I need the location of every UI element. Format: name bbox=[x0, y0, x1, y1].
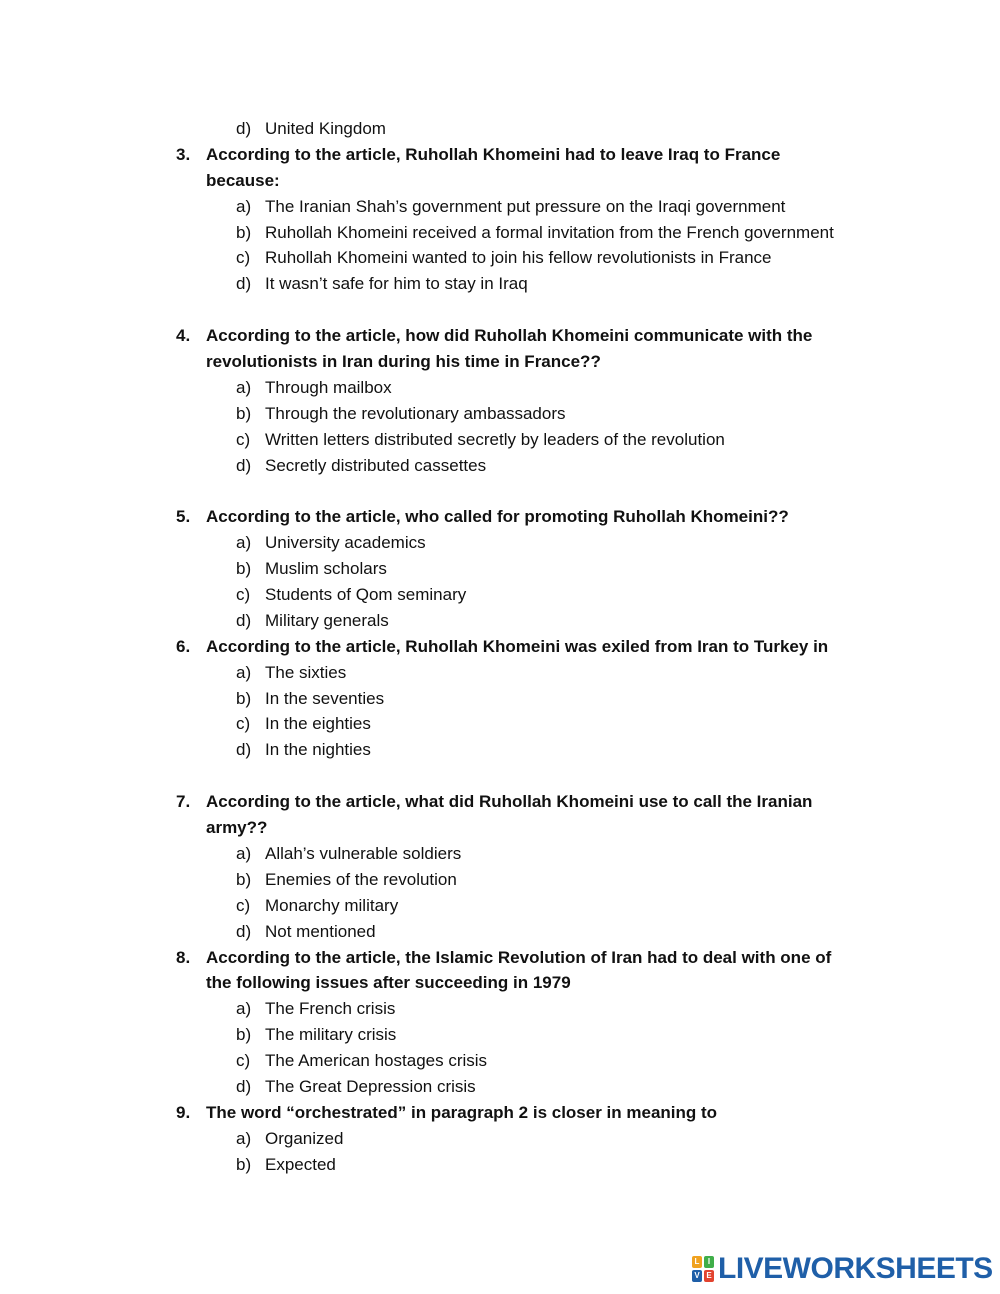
option-text: The military crisis bbox=[265, 1025, 397, 1045]
option-8d[interactable] bbox=[0, 1074, 1000, 1100]
option-3d[interactable] bbox=[0, 271, 1000, 297]
option-letter: c) bbox=[236, 248, 251, 268]
option-letter: b) bbox=[236, 403, 252, 423]
option-text: In the eighties bbox=[265, 714, 371, 734]
logo-tile: L bbox=[692, 1256, 702, 1268]
option-letter: d) bbox=[236, 1076, 252, 1096]
question-text: According to the article, Ruhollah Khomeini had to leave Iraq to France bbox=[206, 144, 781, 164]
option-text: Written letters distributed secretly by leaders of the revolution bbox=[265, 429, 725, 449]
logo-tile: I bbox=[704, 1256, 714, 1268]
question-8 bbox=[0, 945, 1000, 971]
option-text: Muslim scholars bbox=[265, 559, 387, 579]
brand-name: LIVEWORKSHEETS bbox=[718, 1252, 993, 1285]
option-text: Not mentioned bbox=[265, 921, 376, 941]
option-text: Monarchy military bbox=[265, 895, 399, 915]
option-6d[interactable] bbox=[0, 737, 1000, 763]
question-text: According to the article, the Islamic Revolution of Iran had to deal with one of bbox=[206, 947, 832, 967]
option-text: Ruhollah Khomeini received a formal invitation from the French government bbox=[265, 222, 834, 242]
question-7 bbox=[0, 789, 1000, 815]
option-text: The Great Depression crisis bbox=[265, 1076, 476, 1096]
question-number: 3. bbox=[176, 144, 191, 164]
option-8b[interactable] bbox=[0, 1022, 1000, 1048]
option-letter: d) bbox=[236, 119, 252, 138]
question-text: According to the article, what did Ruhollah Khomeini use to call the Iranian bbox=[206, 792, 813, 812]
option-text: Through the revolutionary ambassadors bbox=[265, 403, 566, 423]
option-7a[interactable] bbox=[0, 841, 1000, 867]
question-number: 7. bbox=[176, 792, 191, 812]
option-text: United Kingdom bbox=[265, 119, 386, 138]
option-text: The French crisis bbox=[265, 999, 396, 1019]
option-letter: c) bbox=[236, 429, 251, 449]
question-8-continuation: the following issues after succeeding in 1979 bbox=[206, 973, 571, 993]
option-letter: b) bbox=[236, 869, 252, 889]
option-5b[interactable] bbox=[0, 556, 1000, 582]
option-text: Secretly distributed cassettes bbox=[265, 455, 487, 475]
question-3 bbox=[0, 142, 1000, 168]
option-letter: a) bbox=[236, 843, 252, 863]
option-letter: b) bbox=[236, 222, 252, 242]
option-letter: b) bbox=[236, 559, 252, 579]
option-9b[interactable] bbox=[0, 1152, 1000, 1178]
option-text: It wasn’t safe for him to stay in Iraq bbox=[265, 274, 528, 294]
option-4b[interactable] bbox=[0, 401, 1000, 427]
question-3-continuation: because: bbox=[206, 170, 280, 190]
option-3a[interactable] bbox=[0, 194, 1000, 220]
question-text: The word “orchestrated” in paragraph 2 is closer in meaning to bbox=[206, 1102, 718, 1122]
option-text: Ruhollah Khomeini wanted to join his fellow revolutionists in France bbox=[265, 248, 772, 268]
question-4-continuation: revolutionists in Iran during his time in France?? bbox=[206, 352, 601, 372]
option-letter: a) bbox=[236, 1128, 252, 1148]
option-8a[interactable] bbox=[0, 996, 1000, 1022]
option-letter: d) bbox=[236, 610, 252, 630]
option-3b[interactable] bbox=[0, 220, 1000, 246]
question-9 bbox=[0, 1100, 1000, 1126]
option-text: Military generals bbox=[265, 610, 389, 630]
option-3c[interactable] bbox=[0, 245, 1000, 271]
option-5c[interactable] bbox=[0, 582, 1000, 608]
spacer bbox=[0, 478, 1000, 504]
option-7b[interactable] bbox=[0, 867, 1000, 893]
option-text: University academics bbox=[265, 533, 426, 553]
option-letter: a) bbox=[236, 533, 252, 553]
option-4c[interactable] bbox=[0, 427, 1000, 453]
option-text: The sixties bbox=[265, 662, 347, 682]
option-text: Enemies of the revolution bbox=[265, 869, 457, 889]
question-number: 8. bbox=[176, 947, 191, 967]
spacer bbox=[0, 297, 1000, 323]
question-number: 4. bbox=[176, 326, 191, 346]
worksheet bbox=[0, 116, 1000, 1178]
option-7d[interactable] bbox=[0, 919, 1000, 945]
question-4 bbox=[0, 323, 1000, 349]
option-letter: c) bbox=[236, 714, 251, 734]
option-6c[interactable] bbox=[0, 711, 1000, 737]
option-letter: a) bbox=[236, 662, 252, 682]
liveworksheets-logo[interactable] bbox=[692, 1254, 993, 1284]
question-number: 6. bbox=[176, 636, 191, 656]
option-9a[interactable] bbox=[0, 1126, 1000, 1152]
option-text: Allah’s vulnerable soldiers bbox=[265, 843, 462, 863]
option-letter: d) bbox=[236, 274, 252, 294]
question-5 bbox=[0, 504, 1000, 530]
option-text: Organized bbox=[265, 1128, 344, 1148]
logo-tile: E bbox=[704, 1270, 714, 1282]
option-letter: a) bbox=[236, 377, 252, 397]
option-letter: c) bbox=[236, 1051, 251, 1071]
option-5a[interactable] bbox=[0, 530, 1000, 556]
question-7-continuation: army?? bbox=[206, 818, 268, 838]
option-6b[interactable] bbox=[0, 686, 1000, 712]
option-letter: d) bbox=[236, 921, 252, 941]
option-letter: a) bbox=[236, 999, 252, 1019]
option-7c[interactable] bbox=[0, 893, 1000, 919]
spacer bbox=[0, 763, 1000, 789]
option-4d[interactable] bbox=[0, 453, 1000, 479]
question-text: According to the article, who called for promoting Ruhollah Khomeini?? bbox=[206, 507, 789, 527]
question-text: According to the article, how did Ruhollah Khomeini communicate with the bbox=[206, 326, 813, 346]
question-6 bbox=[0, 634, 1000, 660]
option-text: The Iranian Shah’s government put pressure on the Iraqi government bbox=[265, 196, 786, 216]
option-text: In the seventies bbox=[265, 688, 385, 708]
option-letter: b) bbox=[236, 1025, 252, 1045]
option-text: Students of Qom seminary bbox=[265, 585, 467, 605]
option-letter: b) bbox=[236, 688, 252, 708]
option-letter: b) bbox=[236, 1154, 252, 1174]
question-number: 5. bbox=[176, 507, 191, 527]
option-text: In the nighties bbox=[265, 740, 371, 760]
option-letter: c) bbox=[236, 895, 251, 915]
option-6a[interactable] bbox=[0, 660, 1000, 686]
option-letter: a) bbox=[236, 196, 252, 216]
option-letter: d) bbox=[236, 455, 252, 475]
option-text: Through mailbox bbox=[265, 377, 392, 397]
option-8c[interactable] bbox=[0, 1048, 1000, 1074]
option-text: Expected bbox=[265, 1154, 336, 1174]
option-5d[interactable] bbox=[0, 608, 1000, 634]
logo-tile: V bbox=[692, 1270, 702, 1282]
option-2d[interactable] bbox=[0, 116, 1000, 142]
option-letter: d) bbox=[236, 740, 252, 760]
question-number: 9. bbox=[176, 1102, 191, 1122]
option-text: The American hostages crisis bbox=[265, 1051, 488, 1071]
option-letter: c) bbox=[236, 585, 251, 605]
liveworksheets-icon bbox=[692, 1256, 714, 1282]
option-4a[interactable] bbox=[0, 375, 1000, 401]
question-text: According to the article, Ruhollah Khomeini was exiled from Iran to Turkey in bbox=[206, 636, 829, 656]
